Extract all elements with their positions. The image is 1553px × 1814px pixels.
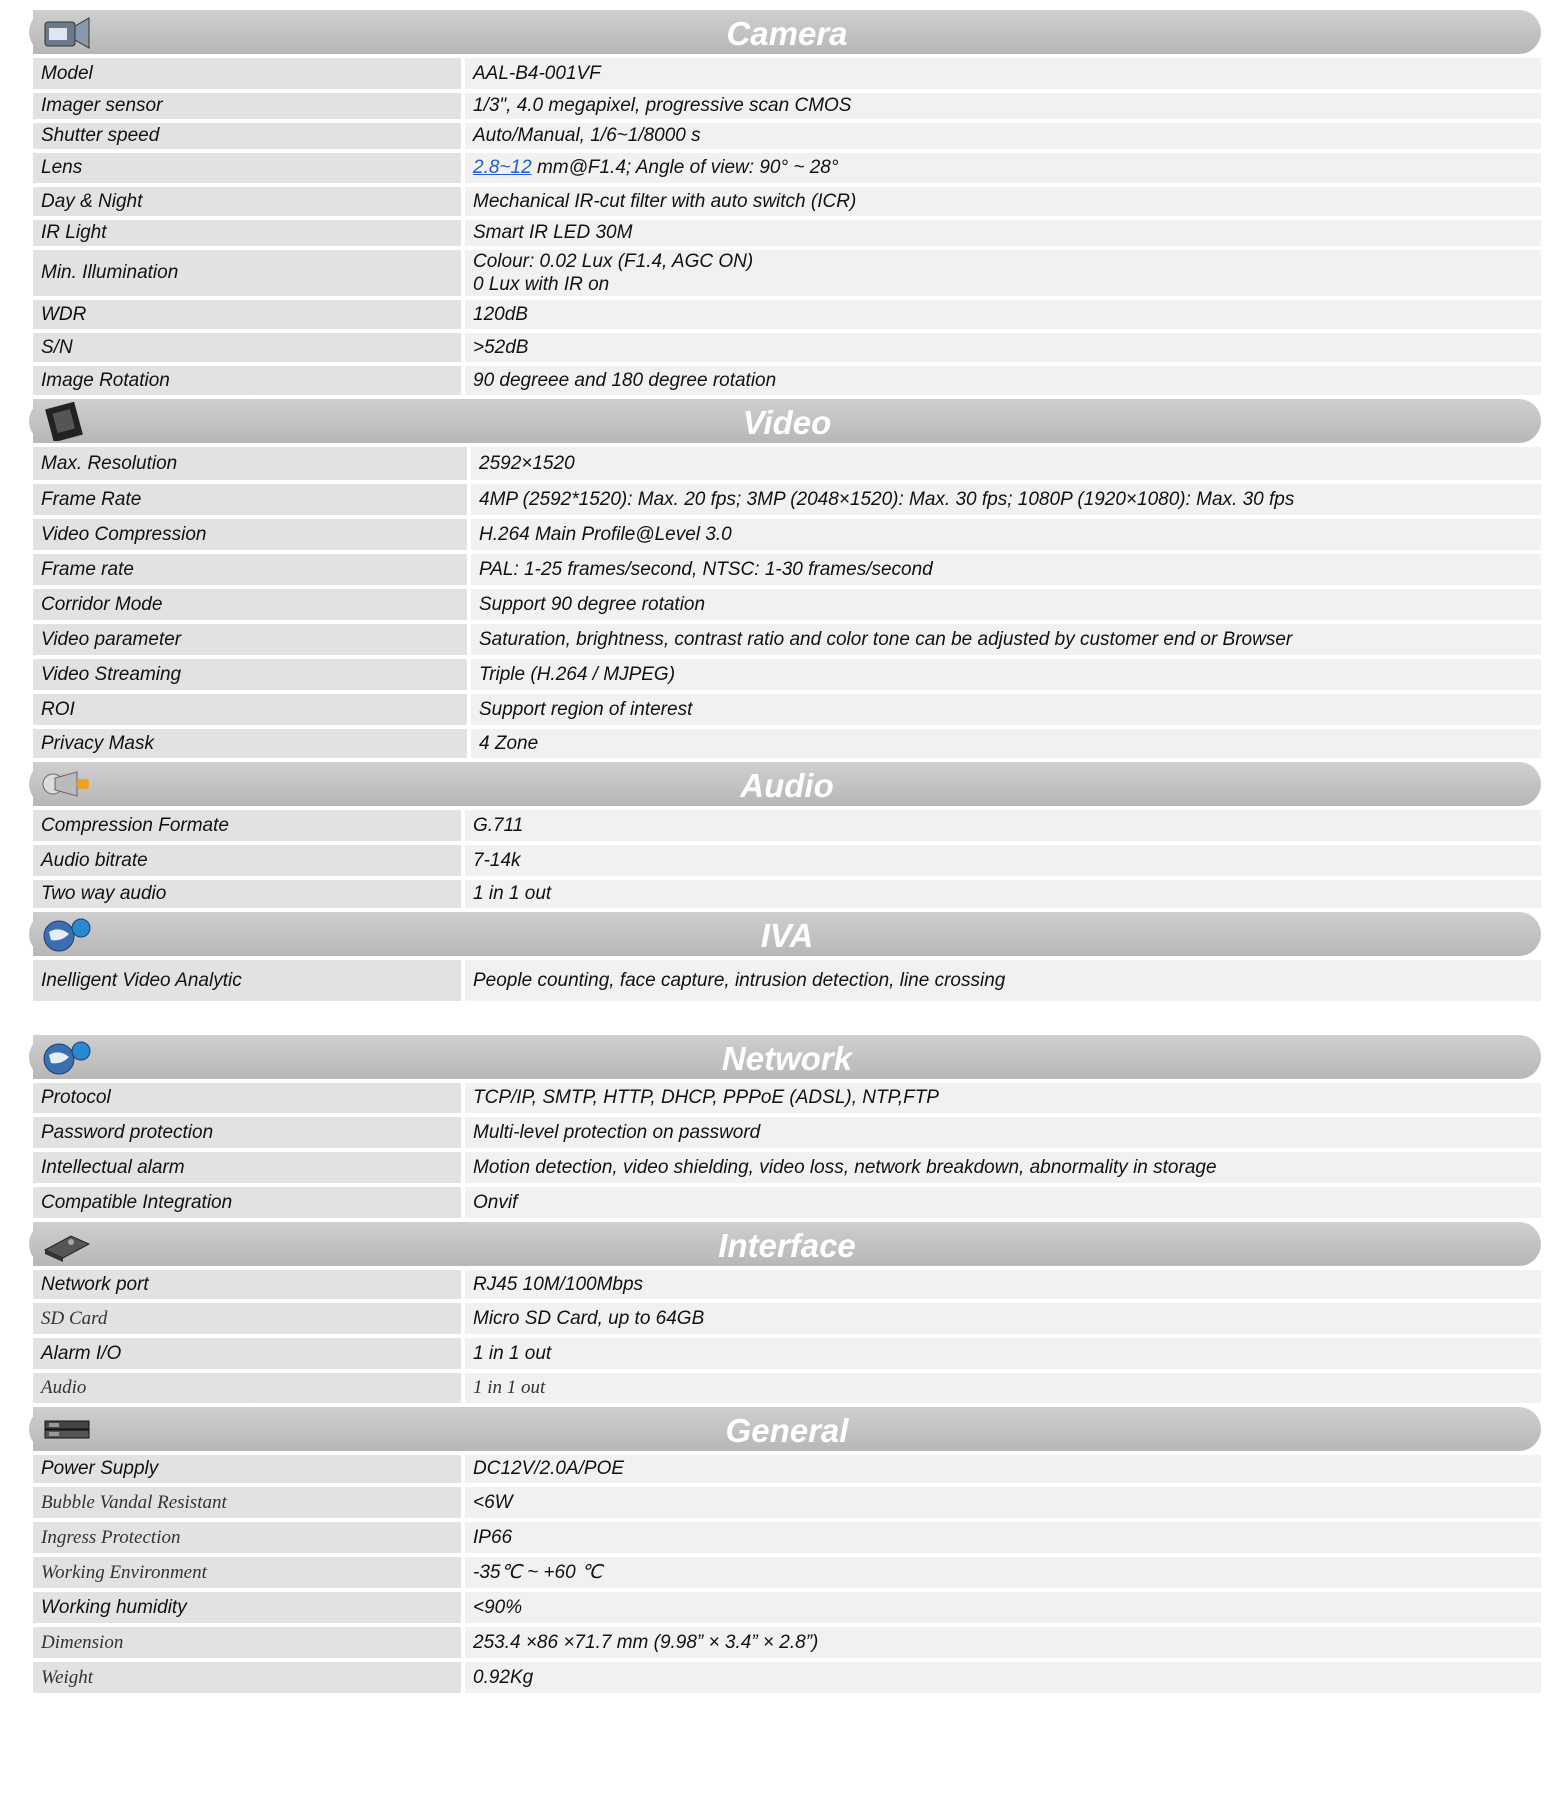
spec-label: ROI (33, 694, 467, 725)
table-row (33, 624, 1541, 655)
table-row (33, 554, 1541, 585)
spec-value: TCP/IP, SMTP, HTTP, DHCP, PPPoE (ADSL), NTP,FTP (465, 1083, 1541, 1113)
table-row (33, 845, 1541, 876)
table-row (33, 58, 1541, 89)
lens-value-text: mm@F1.4; Angle of view: 90° ~ 28° (536, 157, 839, 178)
spec-value: Onvif (465, 1187, 1541, 1218)
spec-label: Corridor Mode (33, 589, 467, 620)
spec-label: Imager sensor (33, 93, 461, 119)
spec-label: Weight (33, 1662, 461, 1693)
table-row (33, 1270, 1541, 1299)
spec-value: Mechanical IR-cut filter with auto switch (ICR) (465, 187, 1541, 216)
table-row (33, 366, 1541, 395)
spec-value: 1 in 1 out (465, 1338, 1541, 1369)
spec-label: Dimension (33, 1627, 461, 1658)
spec-value: AAL-B4-001VF (465, 58, 1541, 89)
spec-label: Two way audio (33, 880, 461, 908)
spec-label: Inelligent Video Analytic (33, 960, 461, 1001)
spec-label: Compression Formate (33, 810, 461, 841)
spec-value: Smart IR LED 30M (465, 220, 1541, 246)
spec-value (465, 153, 1541, 183)
spec-value: IP66 (465, 1522, 1541, 1553)
table-row (33, 1455, 1541, 1483)
spec-value: PAL: 1-25 frames/second, NTSC: 1-30 frames/second (471, 554, 1541, 585)
table-row (33, 220, 1541, 246)
audio-section-header (33, 762, 1541, 806)
spec-value: Colour: 0.02 Lux (F1.4, AGC ON) 0 Lux with IR on (465, 250, 1541, 296)
spec-label: Frame Rate (33, 484, 467, 515)
spec-label: Max. Resolution (33, 447, 467, 480)
table-row (33, 300, 1541, 329)
table-row (33, 1487, 1541, 1518)
spec-label: Privacy Mask (33, 729, 467, 758)
spec-label: Bubble Vandal Resistant (33, 1487, 461, 1518)
table-row (33, 250, 1541, 296)
table-row (33, 1557, 1541, 1588)
spec-value: Auto/Manual, 1/6~1/8000 s (465, 123, 1541, 149)
table-row (33, 333, 1541, 362)
spec-label: Network port (33, 1270, 461, 1299)
spec-value: 2592×1520 (471, 447, 1541, 480)
spec-label: S/N (33, 333, 461, 362)
table-row (33, 729, 1541, 758)
table-row (33, 1117, 1541, 1148)
general-section-header (33, 1407, 1541, 1451)
spec-value: 120dB (465, 300, 1541, 329)
spec-label: Lens (33, 153, 461, 183)
spec-label: Intellectual alarm (33, 1152, 461, 1183)
table-row (33, 1187, 1541, 1218)
table-row (33, 153, 1541, 183)
spec-value: Saturation, brightness, contrast ratio and color tone can be adjusted by customer end or Browser (471, 624, 1541, 655)
spec-label: Working humidity (33, 1592, 461, 1623)
spec-label: Video parameter (33, 624, 467, 655)
spec-value: DC12V/2.0A/POE (465, 1455, 1541, 1483)
table-row (33, 123, 1541, 149)
spec-value: RJ45 10M/100Mbps (465, 1270, 1541, 1299)
spec-label: WDR (33, 300, 461, 329)
spec-label: Model (33, 58, 461, 89)
table-row (33, 93, 1541, 119)
spec-label: Video Compression (33, 519, 467, 550)
section-title: Audio (740, 767, 834, 804)
table-row (33, 1627, 1541, 1658)
spec-value: G.711 (465, 810, 1541, 841)
table-row (33, 484, 1541, 515)
spec-value: 7-14k (465, 845, 1541, 876)
table-row (33, 810, 1541, 841)
table-row (33, 1152, 1541, 1183)
spec-label: Ingress Protection (33, 1522, 461, 1553)
spec-sheet (33, 10, 1541, 1697)
spec-value: Multi-level protection on password (465, 1117, 1541, 1148)
spec-label: Image Rotation (33, 366, 461, 395)
spec-value: 253.4 ×86 ×71.7 mm (9.98” × 3.4” × 2.8”) (465, 1627, 1541, 1658)
interface-section-header (33, 1222, 1541, 1266)
table-row (33, 519, 1541, 550)
spec-value: <6W (465, 1487, 1541, 1518)
table-row (33, 694, 1541, 725)
spec-label: Day & Night (33, 187, 461, 216)
table-row (33, 1303, 1541, 1334)
spec-label: SD Card (33, 1303, 461, 1334)
spec-value: Support 90 degree rotation (471, 589, 1541, 620)
spec-value: H.264 Main Profile@Level 3.0 (471, 519, 1541, 550)
spec-label: Min. Illumination (33, 250, 461, 296)
spec-value: <90% (465, 1592, 1541, 1623)
lens-link[interactable]: 2.8~12 (473, 157, 532, 178)
video-section-header (33, 399, 1541, 443)
table-row (33, 447, 1541, 480)
table-row (33, 187, 1541, 216)
spec-value: 90 degreee and 180 degree rotation (465, 366, 1541, 395)
section-title: Network (721, 1040, 853, 1077)
spec-value: 4MP (2592*1520): Max. 20 fps; 3MP (2048×1520): Max. 30 fps; 1080P (1920×1080): Max. 30 fps (471, 484, 1541, 515)
spec-value: 1 in 1 out (465, 1373, 1541, 1403)
spec-label: Shutter speed (33, 123, 461, 149)
spec-label: Audio bitrate (33, 845, 461, 876)
spec-label: Audio (33, 1373, 461, 1403)
network-section-header (33, 1035, 1541, 1079)
table-row (33, 1662, 1541, 1693)
spec-value: 1/3", 4.0 megapixel, progressive scan CMOS (465, 93, 1541, 119)
spec-label: Frame rate (33, 554, 467, 585)
spec-label: Alarm I/O (33, 1338, 461, 1369)
spec-value: 4 Zone (471, 729, 1541, 758)
table-row (33, 1522, 1541, 1553)
section-title: Camera (726, 15, 848, 52)
spec-value: Support region of interest (471, 694, 1541, 725)
spec-value: Micro SD Card, up to 64GB (465, 1303, 1541, 1334)
spec-value: Motion detection, video shielding, video loss, network breakdown, abnormality in storage (465, 1152, 1541, 1183)
table-row (33, 1373, 1541, 1403)
section-title: General (725, 1412, 849, 1449)
section-title: Interface (718, 1227, 856, 1264)
spec-label: IR Light (33, 220, 461, 246)
spec-label: Protocol (33, 1083, 461, 1113)
spec-label: Working Environment (33, 1557, 461, 1588)
spec-label: Password protection (33, 1117, 461, 1148)
spec-value: People counting, face capture, intrusion detection, line crossing (465, 960, 1541, 1001)
spec-value: -35℃ ~ +60 ℃ (465, 1557, 1541, 1588)
section-title: Video (742, 404, 832, 441)
table-row (33, 1083, 1541, 1113)
spec-label: Power Supply (33, 1455, 461, 1483)
spec-label: Compatible Integration (33, 1187, 461, 1218)
table-row (33, 1338, 1541, 1369)
table-row (33, 659, 1541, 690)
spec-label: Video Streaming (33, 659, 467, 690)
spec-value: >52dB (465, 333, 1541, 362)
iva-section-header (33, 912, 1541, 956)
spec-value: 0.92Kg (465, 1662, 1541, 1693)
table-row (33, 960, 1541, 1001)
spec-value: Triple (H.264 / MJPEG) (471, 659, 1541, 690)
section-title: IVA (760, 917, 814, 954)
table-row (33, 1592, 1541, 1623)
table-row (33, 589, 1541, 620)
table-row (33, 880, 1541, 908)
camera-section-header (33, 10, 1541, 54)
spec-value: 1 in 1 out (465, 880, 1541, 908)
